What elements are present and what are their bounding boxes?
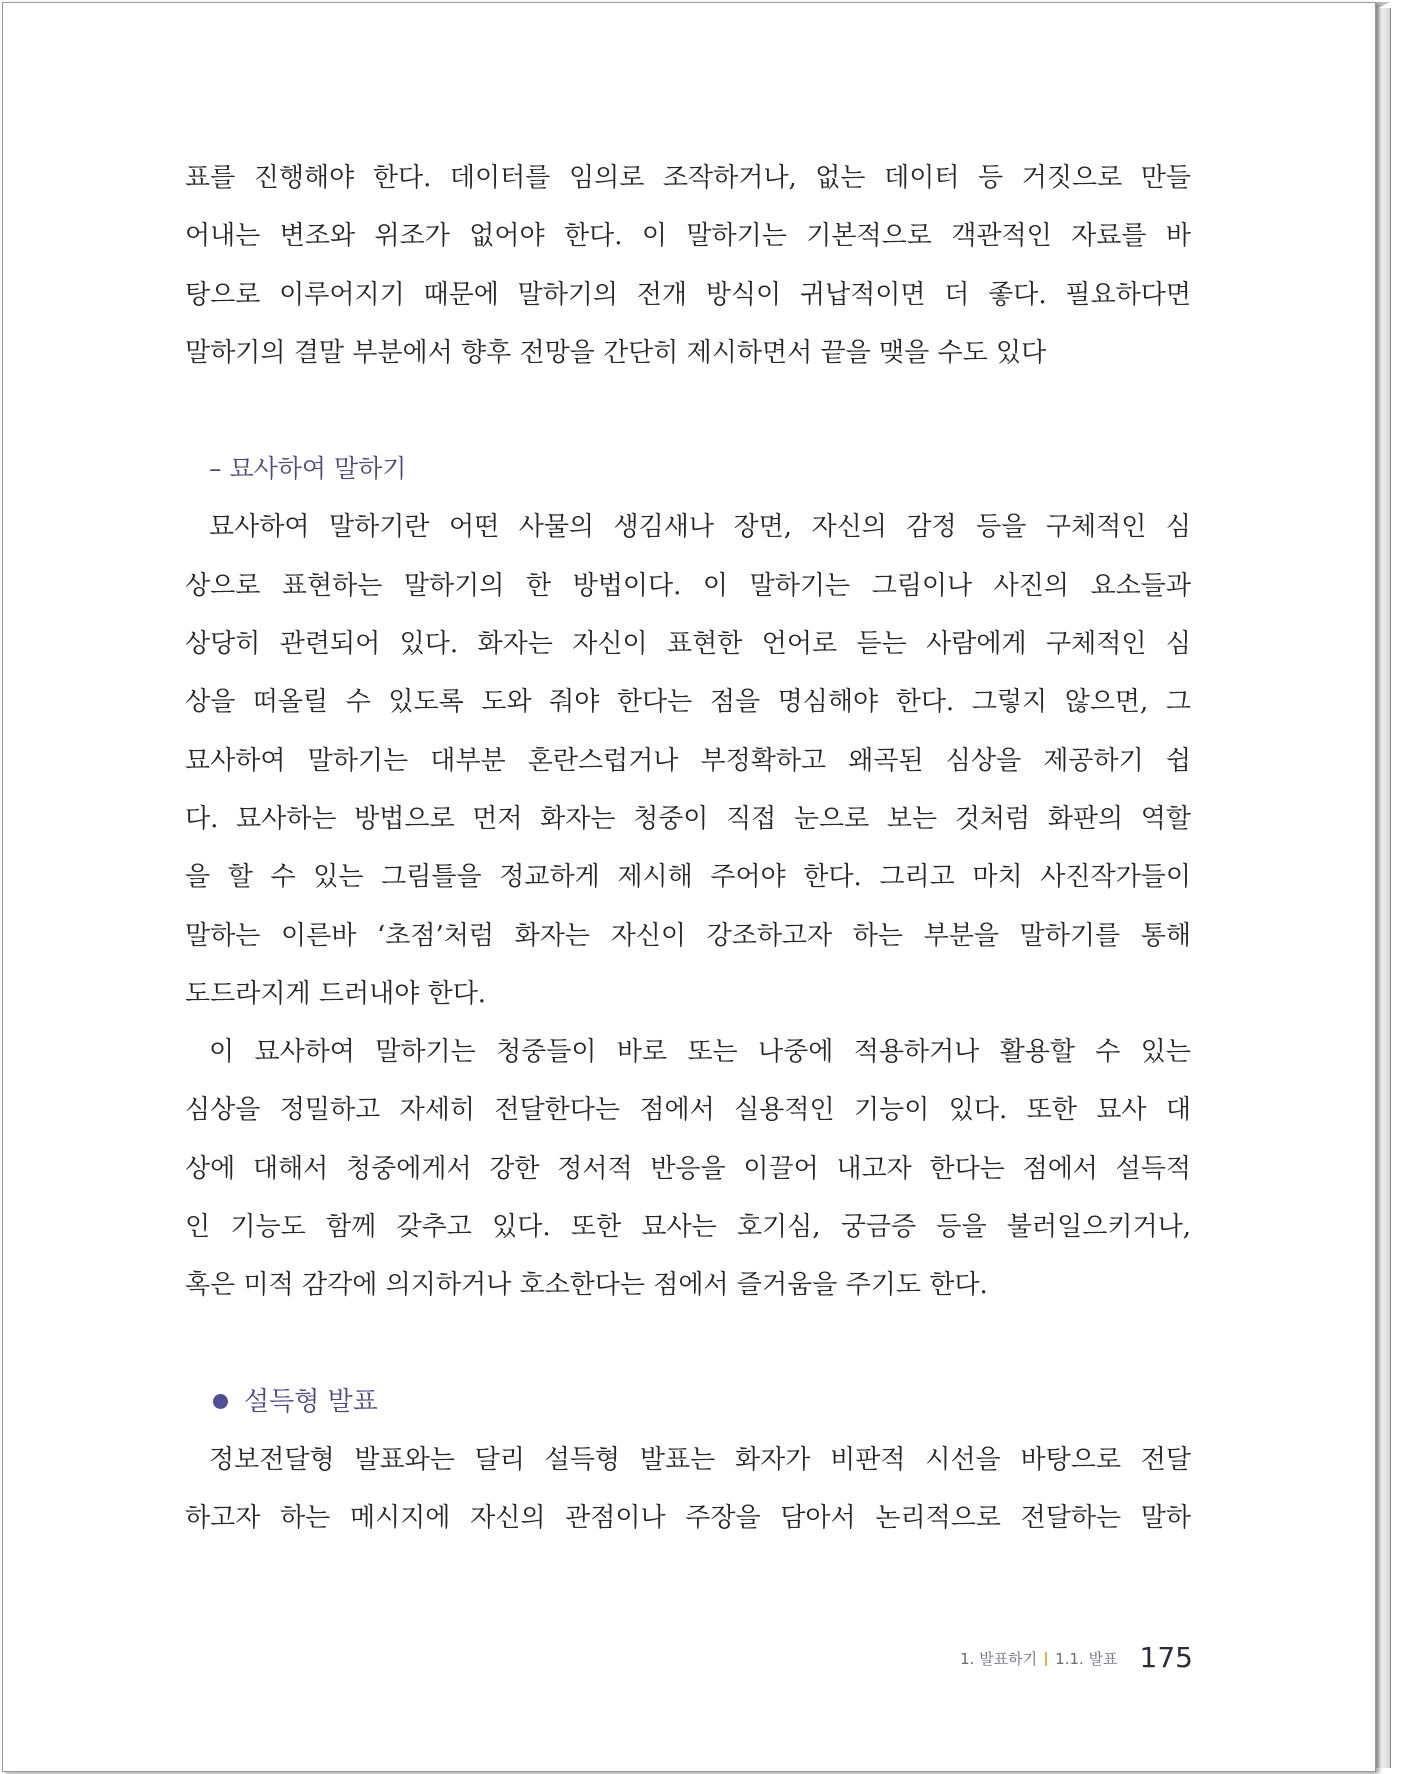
footer-separator xyxy=(1045,1652,1047,1666)
page-curl-edge xyxy=(1376,8,1391,1768)
paragraph-4 xyxy=(185,1431,1191,1548)
text-line: 다. 묘사하는 방법으로 먼저 화자는 청중이 직접 눈으로 보는 것처럼 화판의 역할 xyxy=(185,803,1191,834)
page-content xyxy=(185,149,1191,1548)
text-line: 인 기능도 함께 갖추고 있다. 또한 묘사는 호기심, 궁금증 등을 불러일으키거나, xyxy=(185,1212,1191,1243)
text-line: 탕으로 이루어지기 때문에 말하기의 전개 방식이 귀납적이면 더 좋다. 필요하다면 xyxy=(185,279,1191,310)
footer-chapter: 1. 발표하기 xyxy=(960,1650,1038,1668)
footer-section: 1.1. 발표 xyxy=(1055,1650,1118,1668)
text-line: 이 묘사하여 말하기는 청중들이 바로 또는 나중에 적용하거나 활용할 수 있는 xyxy=(209,1037,1191,1068)
text-line: 을 할 수 있는 그림틀을 정교하게 제시해 주어야 한다. 그리고 마치 사진작가들이 xyxy=(185,862,1191,893)
text-line: 말하는 이른바 ‘초점’처럼 화자는 자신이 강조하고자 하는 부분을 말하기를 통해 xyxy=(185,920,1191,951)
text-line: 어내는 변조와 위조가 없어야 한다. 이 말하기는 기본적으로 객관적인 자료를 바 xyxy=(185,221,1191,252)
text-line: 묘사하여 말하기는 대부분 혼란스럽거나 부정확하고 왜곡된 심상을 제공하기 쉽 xyxy=(185,745,1191,776)
text-line: 도드라지게 드러내야 한다. xyxy=(185,978,487,1009)
text-line: 묘사하여 말하기란 어떤 사물의 생김새나 장면, 자신의 감정 등을 구체적인 심 xyxy=(209,512,1191,543)
text-line: 상으로 표현하는 말하기의 한 방법이다. 이 말하기는 그림이나 사진의 요소들과 xyxy=(185,570,1191,601)
text-line: 심상을 정밀하고 자세히 전달한다는 점에서 실용적인 기능이 있다. 또한 묘사 대 xyxy=(185,1095,1191,1126)
paragraph-1 xyxy=(185,149,1191,382)
text-line: 정보전달형 발표와는 달리 설득형 발표는 화자가 비판적 시선을 바탕으로 전달 xyxy=(209,1444,1191,1475)
section-heading-label: 설득형 발표 xyxy=(244,1386,378,1417)
text-line: 하고자 하는 메시지에 자신의 관점이나 주장을 담아서 논리적으로 전달하는 말하 xyxy=(185,1503,1191,1534)
section-heading xyxy=(185,1373,1191,1431)
text-line: 혹은 미적 감각에 의지하거나 호소한다는 점에서 즐거움을 주기도 한다. xyxy=(185,1270,988,1301)
spacer xyxy=(185,1315,1191,1373)
text-line: 상을 떠올릴 수 있도록 도와 줘야 한다는 점을 명심해야 한다. 그렇지 않으면, 그 xyxy=(185,687,1191,718)
text-line: 상에 대해서 청중에게서 강한 정서적 반응을 이끌어 내고자 한다는 점에서 설득적 xyxy=(185,1153,1191,1184)
text-line: 말하기의 결말 부분에서 향후 전망을 간단히 제시하면서 끝을 맺을 수도 있다 xyxy=(185,337,1047,368)
paragraph-3 xyxy=(185,1023,1191,1314)
subsection-heading: – 묘사하여 말하기 xyxy=(209,454,407,484)
paragraph-2 xyxy=(185,498,1191,1023)
spacer xyxy=(185,382,1191,440)
bullet-icon xyxy=(213,1394,228,1409)
text-line: 표를 진행해야 한다. 데이터를 임의로 조작하거나, 없는 데이터 등 거짓으로 만들 xyxy=(185,163,1191,193)
text-line: 상당히 관련되어 있다. 화자는 자신이 표현한 언어로 듣는 사람에게 구체적인 심 xyxy=(185,629,1191,660)
page-number: 175 xyxy=(1139,1641,1193,1674)
book-page xyxy=(2,2,1376,1772)
page-footer xyxy=(903,1635,1193,1675)
